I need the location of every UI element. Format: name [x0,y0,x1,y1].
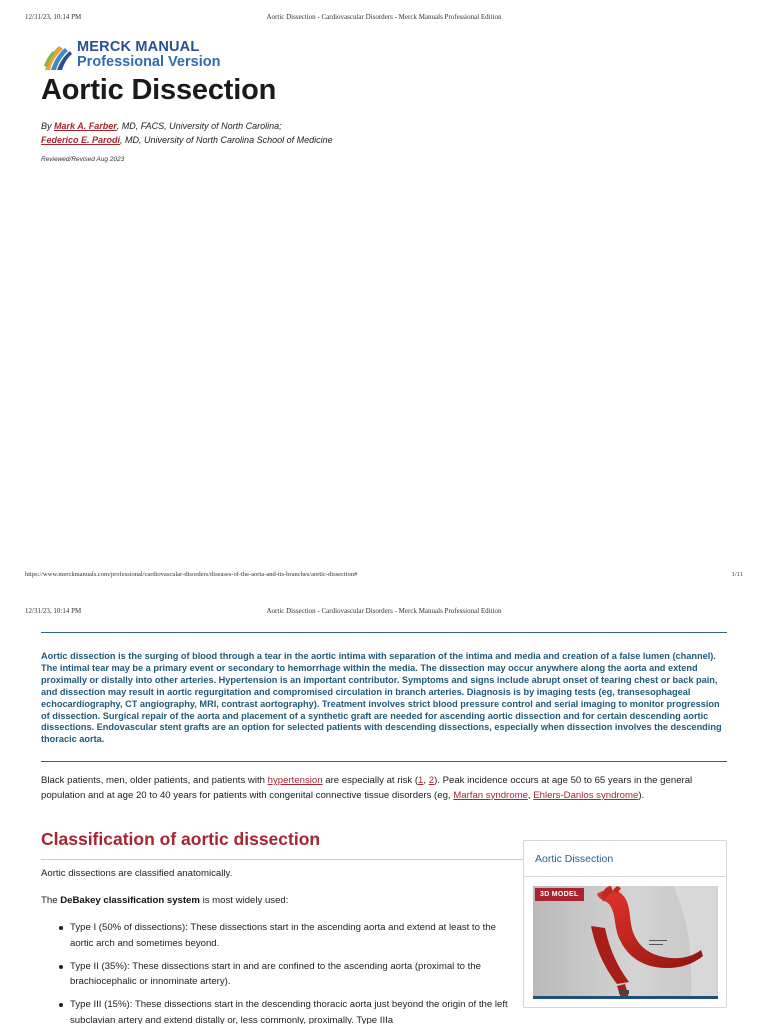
classification-intro: Aortic dissections are classified anatomically. [41,868,233,879]
topic-summary: Aortic dissection is the surging of blood through a tear in the aortic intima with separation of the intima and media and creation of a false lumen (channel). The intimal tear may be a primary event or secondary to hemorrhage within the media. The dissection may occur anywhere along the aorta and extend proximally or distally into other arteries. Hypertension is an important contributor. Symptoms and signs include abrupt onset of tearing chest or back pain, and dissection may result in aortic regurgitation and compromised circulation in branch arteries. Diagnosis is by imaging tests (eg, transesophageal echocardiography, CT angiography, MRI, contrast aortography). Treatment involves strict blood pressure control and serial imaging to monitor progression of dissection. Surgical repair of the aorta and placement of a synthetic graft are needed for ascending aortic dissection and for certain descending aortic dissections. Endovascular stent grafts are an option for selected patients with descending dissections, especially when dissection involves the descending thoracic aorta. [41,651,722,745]
byline-by: By [41,121,52,131]
byline-author-1 [41,121,282,131]
marfan-syndrome-link[interactable]: Marfan syndrome [453,789,528,801]
list-item: Type II (35%): These dissections start in and are confined to the ascending aorta (proximal to the brachiocephalic or innominate artery). [41,959,521,990]
print-datetime-2: 12/31/23, 10:14 PM [25,607,82,615]
author-affiliation-2: , MD, University of North Carolina School of Medicine [120,135,333,145]
debakey-type-list [41,920,521,1024]
debakey-term: DeBakey classification system [60,895,200,906]
print-datetime: 12/31/23, 10:14 PM [25,13,82,21]
article-title: Aortic Dissection [41,74,277,106]
print-url: https://www.merckmanuals.com/professional/cardiovascular-disorders/diseases-of-the-aorta-and-its-branches/aortic-dissection# [25,571,358,578]
3d-model-badge: 3D MODEL [535,888,584,901]
print-page-number: 1/11 [731,571,743,578]
heading-divider [41,859,523,860]
reviewed-date: Reviewed/Revised Aug 2023 [41,156,125,163]
list-item: Type I (50% of dissections): These dissections start in the ascending aorta and extend at least to the aortic arch and sometimes beyond. [41,920,521,951]
author-link-parodi[interactable]: Federico E. Parodi [41,135,121,145]
aorta-3d-model-icon [533,886,718,998]
risk-paragraph: Black patients, men, older patients, and patients with hypertension are especially at risk (1, 2). Peak incidence occurs at age 50 to 65 years in the general population and at age 20 to 40 years for patients with congenital connective tissue disorders (eg, Marfan syndrome, Ehlers-Danlos syndrome). [41,775,693,801]
3d-model-thumbnail[interactable] [533,886,718,998]
merck-logo-icon [43,40,73,72]
author-affiliation-1: , MD, FACS, University of North Carolina; [116,121,282,131]
logo-line-1: MERCK MANUAL [77,39,200,55]
author-link-farber[interactable]: Mark A. Farber [54,121,117,131]
reference-1-link[interactable]: 1 [418,775,424,786]
bullet-icon [59,926,63,930]
ehlers-danlos-link[interactable]: Ehlers-Danlos syndrome [533,789,639,801]
hypertension-link[interactable]: hypertension [267,775,323,786]
sidebar-media-card[interactable] [523,840,727,1008]
reference-2-link[interactable]: 2 [428,775,435,786]
section-heading-classification: Classification of aortic dissection [41,829,321,849]
media-progress-bar [533,996,718,999]
card-divider [524,876,726,877]
summary-top-rule [41,632,727,633]
sidebar-card-title: Aortic Dissection [535,853,614,865]
logo-line-2: Professional Version [77,54,221,70]
bullet-icon [59,1003,63,1007]
merck-manual-logo[interactable] [43,40,220,72]
list-item: Type III (15%): These dissections start in the descending thoracic aorta just beyond the origin of the left subclavian artery and extend distally or, less commonly, proximally. Type IIIa [41,997,521,1024]
bullet-icon [59,965,63,969]
byline-author-2 [41,135,333,145]
print-doc-title: Aortic Dissection - Cardiovascular Disorders - Merck Manuals Professional Edition [266,13,502,21]
summary-bottom-rule [41,761,727,762]
debakey-intro: The DeBakey classification system is most widely used: [41,895,289,906]
print-doc-title-2: Aortic Dissection - Cardiovascular Disorders - Merck Manuals Professional Edition [266,607,502,615]
